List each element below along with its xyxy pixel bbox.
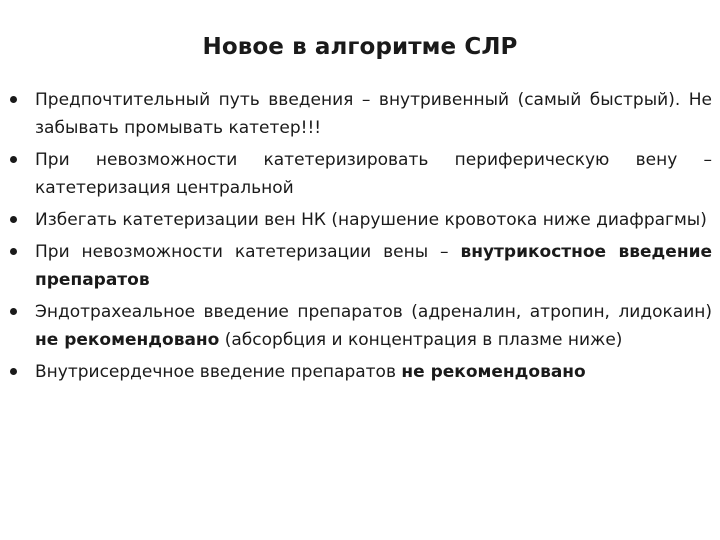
bullet-text: При невозможности катетеризации вены – xyxy=(35,242,461,262)
bullet-bold-text: внутрикостное введение препаратов xyxy=(35,242,713,290)
bullet-text: Эндотрахеальное введение препаратов (адреналин, атропин, лидокаин) xyxy=(35,302,712,322)
bullet-item xyxy=(10,146,712,202)
bullet-dot-icon xyxy=(10,96,17,103)
bullet-dot-icon xyxy=(10,308,17,315)
bullet-item xyxy=(10,206,712,234)
bullet-item xyxy=(10,86,712,142)
bullet-dot-icon xyxy=(10,156,17,163)
bullet-bold-text: не рекомендовано xyxy=(401,362,586,382)
bullet-item xyxy=(10,358,712,386)
bullet-text: При невозможности катетеризировать периферическую вену – катетеризация центральной xyxy=(35,150,712,198)
bullet-dot-icon xyxy=(10,368,17,375)
bullet-text: Внутрисердечное введение препаратов xyxy=(35,362,402,382)
bullet-text: (абсорбция и концентрация в плазме ниже) xyxy=(219,330,623,350)
bullet-list xyxy=(10,86,712,390)
bullet-dot-icon xyxy=(10,216,17,223)
slide-title: Новое в алгоритме СЛР xyxy=(202,34,518,60)
bullet-text: Избегать катетеризации вен НК (нарушение кровотока ниже диафрагмы) xyxy=(35,210,707,230)
bullet-item xyxy=(10,238,712,294)
bullet-item xyxy=(10,298,712,354)
bullet-dot-icon xyxy=(10,248,17,255)
bullet-text: Предпочтительный путь введения – внутривенный (самый быстрый). Не забывать промывать катетер!!! xyxy=(35,90,712,138)
bullet-bold-text: не рекомендовано xyxy=(35,330,220,350)
